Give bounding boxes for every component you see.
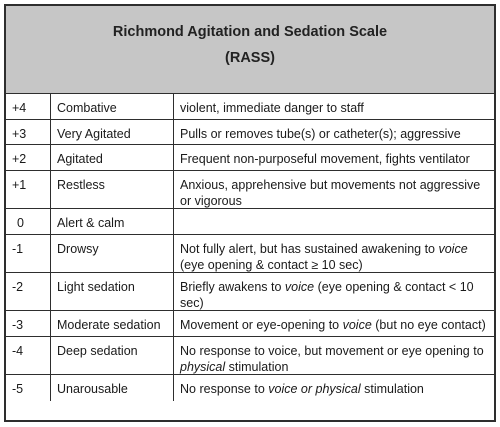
description-segment: violent, immediate danger to staff xyxy=(180,101,364,115)
rass-description xyxy=(174,209,494,234)
description-segment: No response to xyxy=(180,382,269,396)
description-segment: Movement or eye-opening to xyxy=(180,318,343,332)
table-body xyxy=(6,94,494,401)
rass-score: -4 xyxy=(6,337,51,374)
description-segment: No response to voice, but movement or eye opening to xyxy=(180,344,484,358)
description-segment: stimulation xyxy=(225,360,289,374)
rass-score: 0 xyxy=(6,209,51,234)
rass-score: +1 xyxy=(6,171,51,208)
rass-description xyxy=(174,311,494,336)
description-segment: (but no eye contact) xyxy=(371,318,486,332)
rass-description xyxy=(174,235,494,272)
rass-score: -5 xyxy=(6,375,51,401)
rass-term: Agitated xyxy=(51,145,174,170)
rass-description xyxy=(174,94,494,119)
description-segment: Pulls or removes tube(s) or catheter(s); aggressive xyxy=(180,127,461,141)
rass-description xyxy=(174,145,494,170)
rass-term: Light sedation xyxy=(51,273,174,310)
rass-term: Very Agitated xyxy=(51,120,174,144)
description-segment: Frequent non-purposeful movement, fights ventilator xyxy=(180,152,470,166)
table-row xyxy=(6,235,494,273)
rass-score: +2 xyxy=(6,145,51,170)
rass-score: -3 xyxy=(6,311,51,336)
description-segment: Not fully alert, but has sustained awakening to xyxy=(180,242,439,256)
rass-score: +4 xyxy=(6,94,51,119)
table-row xyxy=(6,145,494,171)
rass-description xyxy=(174,171,494,208)
rass-term: Moderate sedation xyxy=(51,311,174,336)
description-segment: voice or physical xyxy=(268,382,361,396)
rass-description xyxy=(174,337,494,374)
table-title: Richmond Agitation and Sedation Scale xyxy=(112,24,388,40)
table-row xyxy=(6,120,494,145)
rass-term: Combative xyxy=(51,94,174,119)
rass-score: +3 xyxy=(6,120,51,144)
rass-score: -2 xyxy=(6,273,51,310)
table-row xyxy=(6,337,494,375)
table-header xyxy=(6,6,494,94)
rass-term: Restless xyxy=(51,171,174,208)
rass-score: -1 xyxy=(6,235,51,272)
description-segment: physical xyxy=(180,360,226,374)
description-segment: (eye opening & contact < 10 sec) xyxy=(180,280,474,310)
table-row xyxy=(6,273,494,311)
table-row xyxy=(6,171,494,209)
rass-term: Deep sedation xyxy=(51,337,174,374)
rass-term: Drowsy xyxy=(51,235,174,272)
description-segment: voice xyxy=(342,318,372,332)
table-row xyxy=(6,375,494,401)
rass-description xyxy=(174,375,494,401)
table-subtitle: (RASS) xyxy=(225,50,275,66)
rass-description xyxy=(174,120,494,144)
description-segment: voice xyxy=(438,242,468,256)
description-segment: stimulation xyxy=(360,382,424,396)
description-segment: (eye opening & contact ≥ 10 sec) xyxy=(180,258,363,272)
table-row xyxy=(6,311,494,337)
description-segment: voice xyxy=(284,280,315,294)
rass-description xyxy=(174,273,494,310)
description-segment: Anxious, apprehensive but movements not aggressive or vigorous xyxy=(180,178,481,208)
rass-term: Unarousable xyxy=(51,375,174,401)
table-row xyxy=(6,94,494,120)
table-row xyxy=(6,209,494,235)
rass-table xyxy=(4,4,496,422)
rass-term: Alert & calm xyxy=(51,209,174,234)
description-segment: Briefly awakens to xyxy=(180,280,285,294)
